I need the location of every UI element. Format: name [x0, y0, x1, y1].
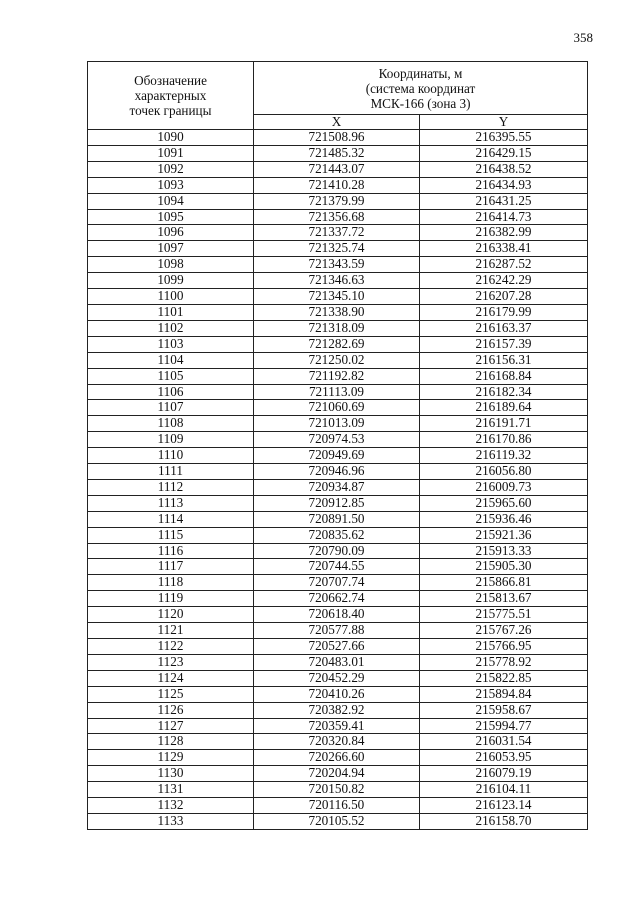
y-coordinate-cell: 215921.36: [420, 527, 588, 543]
table-row: [88, 400, 588, 416]
point-id-cell: 1097: [88, 241, 254, 257]
x-column-header: X: [254, 115, 420, 130]
y-coordinate-cell: 215778.92: [420, 654, 588, 670]
point-id-cell: 1129: [88, 750, 254, 766]
y-coordinate-cell: 216191.71: [420, 416, 588, 432]
x-coordinate-cell: 720527.66: [254, 639, 420, 655]
point-id-cell: 1115: [88, 527, 254, 543]
x-coordinate-cell: 720410.26: [254, 686, 420, 702]
point-id-cell: 1105: [88, 368, 254, 384]
y-coordinate-cell: 216123.14: [420, 798, 588, 814]
table-row: [88, 670, 588, 686]
y-coordinate-cell: 216056.80: [420, 464, 588, 480]
x-coordinate-cell: 720744.55: [254, 559, 420, 575]
x-coordinate-cell: 721356.68: [254, 209, 420, 225]
table-row: [88, 782, 588, 798]
table-row: [88, 257, 588, 273]
point-id-cell: 1126: [88, 702, 254, 718]
x-coordinate-cell: 721410.28: [254, 177, 420, 193]
y-coordinate-cell: 216395.55: [420, 130, 588, 146]
x-coordinate-cell: 721282.69: [254, 336, 420, 352]
point-id-cell: 1109: [88, 432, 254, 448]
point-id-cell: 1117: [88, 559, 254, 575]
y-coordinate-cell: 215822.85: [420, 670, 588, 686]
x-coordinate-cell: 720382.92: [254, 702, 420, 718]
table-row: [88, 495, 588, 511]
coordinates-table: [87, 61, 588, 830]
point-id-cell: 1103: [88, 336, 254, 352]
point-id-cell: 1124: [88, 670, 254, 686]
y-coordinate-cell: 215767.26: [420, 623, 588, 639]
x-coordinate-cell: 720577.88: [254, 623, 420, 639]
table-row: [88, 320, 588, 336]
table-row: [88, 798, 588, 814]
y-coordinate-cell: 216170.86: [420, 432, 588, 448]
point-id-cell: 1100: [88, 289, 254, 305]
x-coordinate-cell: 720790.09: [254, 543, 420, 559]
coordinates-header-line: (система координат: [365, 80, 476, 96]
x-coordinate-cell: 721379.99: [254, 193, 420, 209]
point-id-cell: 1095: [88, 209, 254, 225]
x-coordinate-cell: 720707.74: [254, 575, 420, 591]
point-id-cell: 1099: [88, 273, 254, 289]
table-row: [88, 336, 588, 352]
x-coordinate-cell: 721343.59: [254, 257, 420, 273]
point-id-cell: 1093: [88, 177, 254, 193]
y-coordinate-cell: 216079.19: [420, 766, 588, 782]
table-row: [88, 607, 588, 623]
point-id-cell: 1091: [88, 145, 254, 161]
point-id-cell: 1119: [88, 591, 254, 607]
table-row: [88, 623, 588, 639]
y-coordinate-cell: 216182.34: [420, 384, 588, 400]
x-coordinate-cell: 720320.84: [254, 734, 420, 750]
point-id-cell: 1132: [88, 798, 254, 814]
page-number: 358: [573, 30, 593, 45]
y-coordinate-cell: 216287.52: [420, 257, 588, 273]
table-row: [88, 384, 588, 400]
point-id-cell: 1092: [88, 161, 254, 177]
y-column-header: Y: [420, 115, 588, 130]
point-designation-header: [88, 62, 254, 130]
y-coordinate-cell: 216414.73: [420, 209, 588, 225]
y-coordinate-cell: 216157.39: [420, 336, 588, 352]
x-coordinate-cell: 721346.63: [254, 273, 420, 289]
x-coordinate-cell: 720934.87: [254, 479, 420, 495]
point-id-cell: 1110: [88, 448, 254, 464]
y-coordinate-cell: 216189.64: [420, 400, 588, 416]
y-coordinate-cell: 215965.60: [420, 495, 588, 511]
y-coordinate-cell: 215936.46: [420, 511, 588, 527]
table-row: [88, 813, 588, 829]
y-coordinate-cell: 216382.99: [420, 225, 588, 241]
x-coordinate-cell: 721013.09: [254, 416, 420, 432]
x-coordinate-cell: 721318.09: [254, 320, 420, 336]
table-row: [88, 702, 588, 718]
table-row: [88, 718, 588, 734]
y-coordinate-cell: 216434.93: [420, 177, 588, 193]
y-coordinate-cell: 216431.25: [420, 193, 588, 209]
point-id-cell: 1123: [88, 654, 254, 670]
y-coordinate-cell: 216163.37: [420, 320, 588, 336]
x-coordinate-cell: 720452.29: [254, 670, 420, 686]
table-row: [88, 527, 588, 543]
x-coordinate-cell: 720150.82: [254, 782, 420, 798]
table-row: [88, 273, 588, 289]
point-designation-header-line: Обозначение: [134, 73, 207, 88]
x-coordinate-cell: 721345.10: [254, 289, 420, 305]
y-coordinate-cell: 215913.33: [420, 543, 588, 559]
point-id-cell: 1116: [88, 543, 254, 559]
point-id-cell: 1094: [88, 193, 254, 209]
point-id-cell: 1133: [88, 813, 254, 829]
table-row: [88, 591, 588, 607]
y-coordinate-cell: 215766.95: [420, 639, 588, 655]
y-coordinate-cell: 216438.52: [420, 161, 588, 177]
point-id-cell: 1120: [88, 607, 254, 623]
point-id-cell: 1106: [88, 384, 254, 400]
coordinates-header-line: Координаты, м: [378, 65, 463, 81]
point-id-cell: 1108: [88, 416, 254, 432]
y-coordinate-cell: 216053.95: [420, 750, 588, 766]
table-row: [88, 448, 588, 464]
table-row: [88, 750, 588, 766]
table-row: [88, 225, 588, 241]
y-coordinate-cell: 215994.77: [420, 718, 588, 734]
table-row: [88, 145, 588, 161]
x-coordinate-cell: 720618.40: [254, 607, 420, 623]
y-coordinate-cell: 216104.11: [420, 782, 588, 798]
coordinates-header-line: МСК-166 (зона 3): [370, 95, 471, 111]
table-row: [88, 130, 588, 146]
x-coordinate-cell: 720891.50: [254, 511, 420, 527]
point-id-cell: 1101: [88, 304, 254, 320]
table-row: [88, 654, 588, 670]
y-coordinate-cell: 216156.31: [420, 352, 588, 368]
x-coordinate-cell: 720662.74: [254, 591, 420, 607]
point-id-cell: 1125: [88, 686, 254, 702]
y-coordinate-cell: 216158.70: [420, 813, 588, 829]
y-coordinate-cell: 215958.67: [420, 702, 588, 718]
y-coordinate-cell: 216009.73: [420, 479, 588, 495]
point-id-cell: 1112: [88, 479, 254, 495]
table-row: [88, 543, 588, 559]
y-coordinate-cell: 216429.15: [420, 145, 588, 161]
table-body: [88, 130, 588, 830]
point-id-cell: 1098: [88, 257, 254, 273]
table-row: [88, 559, 588, 575]
table-row: [88, 209, 588, 225]
x-coordinate-cell: 721325.74: [254, 241, 420, 257]
point-id-cell: 1090: [88, 130, 254, 146]
point-id-cell: 1122: [88, 639, 254, 655]
y-coordinate-cell: 216242.29: [420, 273, 588, 289]
point-id-cell: 1130: [88, 766, 254, 782]
x-coordinate-cell: 720483.01: [254, 654, 420, 670]
table-row: [88, 766, 588, 782]
x-coordinate-cell: 720946.96: [254, 464, 420, 480]
coordinates-header: [254, 62, 588, 115]
point-id-cell: 1104: [88, 352, 254, 368]
point-id-cell: 1127: [88, 718, 254, 734]
table-row: [88, 368, 588, 384]
y-coordinate-cell: 215905.30: [420, 559, 588, 575]
table-row: [88, 575, 588, 591]
point-id-cell: 1121: [88, 623, 254, 639]
x-coordinate-cell: 721443.07: [254, 161, 420, 177]
point-id-cell: 1096: [88, 225, 254, 241]
point-id-cell: 1111: [88, 464, 254, 480]
table-header: [88, 62, 588, 130]
table-row: [88, 161, 588, 177]
y-coordinate-cell: 216119.32: [420, 448, 588, 464]
y-coordinate-cell: 216031.54: [420, 734, 588, 750]
x-coordinate-cell: 720116.50: [254, 798, 420, 814]
x-coordinate-cell: 720359.41: [254, 718, 420, 734]
point-id-cell: 1113: [88, 495, 254, 511]
x-coordinate-cell: 721250.02: [254, 352, 420, 368]
table-row: [88, 479, 588, 495]
x-coordinate-cell: 721338.90: [254, 304, 420, 320]
point-id-cell: 1114: [88, 511, 254, 527]
point-id-cell: 1102: [88, 320, 254, 336]
table-row: [88, 464, 588, 480]
y-coordinate-cell: 216207.28: [420, 289, 588, 305]
x-coordinate-cell: 720105.52: [254, 813, 420, 829]
table-row: [88, 686, 588, 702]
x-coordinate-cell: 720949.69: [254, 448, 420, 464]
y-coordinate-cell: 215813.67: [420, 591, 588, 607]
x-coordinate-cell: 721113.09: [254, 384, 420, 400]
y-coordinate-cell: 216168.84: [420, 368, 588, 384]
table-row: [88, 193, 588, 209]
x-coordinate-cell: 721508.96: [254, 130, 420, 146]
table-row: [88, 432, 588, 448]
table-row: [88, 304, 588, 320]
y-coordinate-cell: 215894.84: [420, 686, 588, 702]
y-coordinate-cell: 216338.41: [420, 241, 588, 257]
table-row: [88, 289, 588, 305]
x-coordinate-cell: 721337.72: [254, 225, 420, 241]
table-row: [88, 734, 588, 750]
y-coordinate-cell: 216179.99: [420, 304, 588, 320]
x-coordinate-cell: 721060.69: [254, 400, 420, 416]
x-coordinate-cell: 720204.94: [254, 766, 420, 782]
point-designation-header-line: характерных: [134, 88, 207, 103]
point-designation-header-line: точек границы: [129, 103, 212, 118]
table-row: [88, 639, 588, 655]
y-coordinate-cell: 215775.51: [420, 607, 588, 623]
x-coordinate-cell: 720912.85: [254, 495, 420, 511]
x-coordinate-cell: 720974.53: [254, 432, 420, 448]
point-id-cell: 1131: [88, 782, 254, 798]
point-id-cell: 1107: [88, 400, 254, 416]
y-coordinate-cell: 215866.81: [420, 575, 588, 591]
x-coordinate-cell: 720835.62: [254, 527, 420, 543]
table-row: [88, 241, 588, 257]
table-row: [88, 177, 588, 193]
x-coordinate-cell: 721485.32: [254, 145, 420, 161]
x-coordinate-cell: 721192.82: [254, 368, 420, 384]
table-row: [88, 511, 588, 527]
table-row: [88, 416, 588, 432]
point-id-cell: 1118: [88, 575, 254, 591]
x-coordinate-cell: 720266.60: [254, 750, 420, 766]
point-id-cell: 1128: [88, 734, 254, 750]
table-row: [88, 352, 588, 368]
